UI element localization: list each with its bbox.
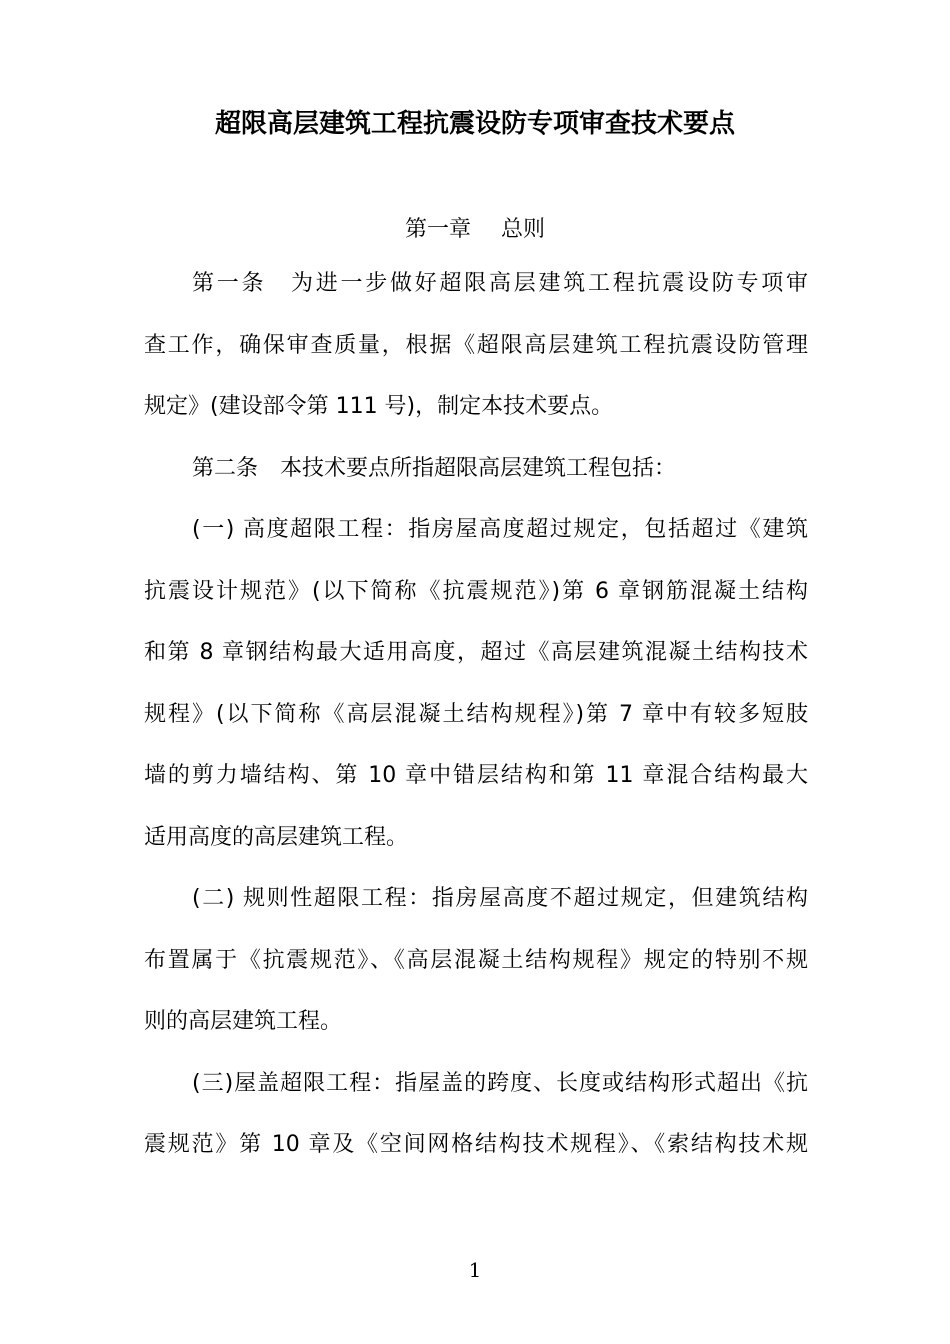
text-line: 墙的剪力墙结构、第 10 章中错层结构和第 11 章混合结构最大 [144, 763, 808, 788]
text-line: 第二条 本技术要点所指超限高层建筑工程包括： [192, 455, 677, 481]
text-line: 规程》(以下简称《高层混凝土结构规程》)第 7 章中有较多短肢 [144, 701, 808, 727]
chapter-name: 总则 [501, 217, 546, 242]
text-line: 适用高度的高层建筑工程。 [144, 824, 409, 850]
text-line: (一) 高度超限工程：指房屋高度超过规定，包括超过《建筑 [192, 517, 808, 542]
text-line: 则的高层建筑工程。 [144, 1009, 343, 1034]
text-line: 第一条 为进一步做好超限高层建筑工程抗震设防专项审 [192, 271, 808, 296]
page-number: 1 [468, 1258, 482, 1282]
text-line: (二) 规则性超限工程：指房屋高度不超过规定，但建筑结构 [192, 886, 808, 911]
chapter-heading [0, 212, 950, 248]
body-text [144, 264, 808, 1187]
text-line: 和第 8 章钢结构最大适用高度，超过《高层建筑混凝土结构技术 [144, 640, 808, 665]
text-line: (三)屋盖超限工程：指屋盖的跨度、长度或结构形式超出《抗 [192, 1070, 808, 1096]
document-title: 超限高层建筑工程抗震设防专项审查技术要点 [214, 109, 735, 139]
text-line: 震规范》第 10 章及《空间网格结构技术规程》、《索结构技术规 [144, 1132, 808, 1157]
text-line: 规定》(建设部令第 111 号)，制定本技术要点。 [144, 394, 614, 419]
text-line: 布置属于《抗震规范》、《高层混凝土结构规程》规定的特别不规 [144, 947, 808, 973]
chapter-number: 第一章 [404, 217, 471, 242]
text-line: 抗震设计规范》(以下简称《抗震规范》)第 6 章钢筋混凝土结构 [144, 578, 808, 604]
text-line: 查工作，确保审查质量，根据《超限高层建筑工程抗震设防管理 [144, 332, 808, 358]
